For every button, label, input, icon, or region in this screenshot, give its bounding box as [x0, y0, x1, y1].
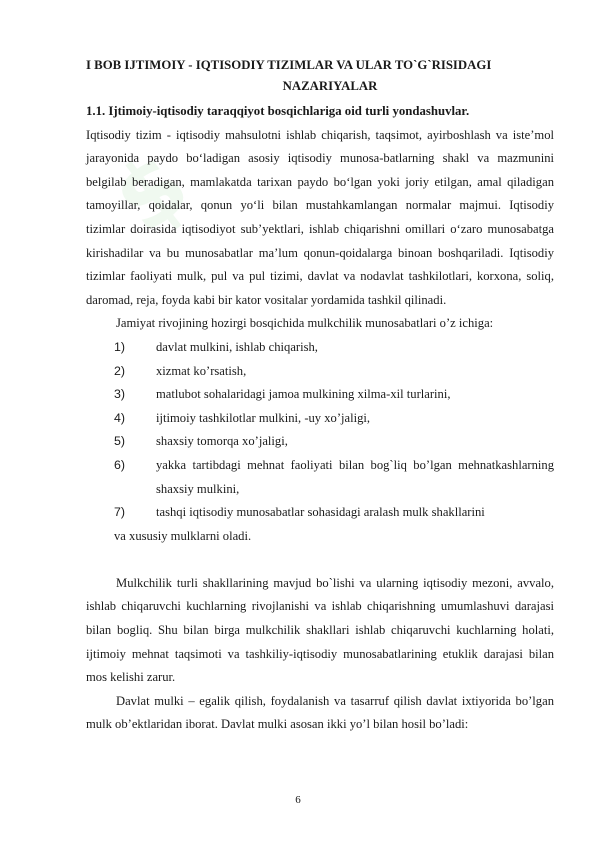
- list-item-text: matlubot sohalaridagi jamoa mulkining xilma-xil turlarini,: [156, 387, 451, 402]
- chapter-title-line1: I BOB IJTIMOIY - IQTISODIY TIZIMLAR VA ULAR TO`G`RISIDAGI: [86, 58, 492, 72]
- list-intro: Jamiyat rivojining hozirgi bosqichida mulkchilik munosabatlari o’z ichiga:: [116, 316, 494, 331]
- list-item-number: 2): [114, 363, 126, 378]
- list-item-number: 7): [114, 505, 126, 520]
- list-item: [86, 454, 554, 501]
- list-item-number: 5): [114, 434, 126, 449]
- list-item: [86, 360, 554, 384]
- list-item-number: 6): [114, 457, 126, 472]
- list-item-text: ijtimoiy tashkilotlar mulkini, -uy xo’jaligi,: [156, 410, 371, 425]
- chapter-title-line2: NAZARIYALAR: [282, 79, 378, 93]
- list-item: [86, 501, 554, 525]
- list-item: [86, 407, 554, 431]
- paragraph-3: Davlat mulki – egalik qilish, foydalanish va tasarruf qilish davlat ixtiyorida bo’lgan mulk ob’ektlaridan iborat. Davlat mulki asosan ikki yo’l bilan hosil bo’ladi:: [86, 693, 554, 732]
- list-item: [86, 430, 554, 454]
- watermark-logo: $: [94, 131, 211, 254]
- paragraph-1: Iqtisodiy tizim - iqtisodiy mahsulotni ishlab chiqarish, taqsimot, ayirboshlash va iste’mol jarayonida paydo bo‘ladigan asosiy iqtisodiy munosa-batlarning shakl va mazmunini belgilab beradigan, mamlakatda tarixan paydo bo‘lgan yoki joriy etilgan, amal qiladigan tamoyillar, qoidalar, qonun yo‘li bilan mustahkamlangan normalar majmui. Iqtisodiy tizimlar doirasida iqtisodiyot sub’yektlari, ishlab chiqarishni omillari o‘zaro munosabatga kirishadilar va bu munosabatlar ma’lum qonun-qoidalarga binoan boshqariladi. Iqtisodiy tizimlar faoliyati mulk, pul va pul tizimi, davlat va nodavlat tashkilotlari, korxona, soliq, daromad, reja, foyda kabi bir kator vositalar yordamida tashkil qilinadi.: [86, 127, 554, 307]
- list-item-text: shaxsiy tomorqa xo’jaligi,: [156, 434, 288, 449]
- list-item-text: yakka tartibdagi mehnat faoliyati bilan bog`liq bo’lgan mehnatkashlarning shaxsiy mulkini,: [156, 457, 554, 496]
- list-item-text: xizmat ko’rsatish,: [156, 363, 247, 378]
- page-number: 6: [295, 794, 301, 806]
- page-content: [86, 55, 554, 737]
- list-item-text: davlat mulkini, ishlab chiqarish,: [156, 339, 318, 354]
- list-item: [86, 383, 554, 407]
- list-tail: va xususiy mulklarni oladi.: [114, 528, 252, 543]
- section-title: 1.1. Ijtimoiy-iqtisodiy taraqqiyot bosqichlariga oid turli yondashuvlar.: [86, 104, 470, 118]
- list-item-number: 1): [114, 339, 126, 354]
- ownership-list: [86, 336, 554, 525]
- chapter-title: [86, 55, 554, 97]
- paragraph-2: Mulkchilik turli shakllarining mavjud bo`lishi va ularning iqtisodiy mezoni, avvalo, ishlab chiqaruvchi kuchlarning rivojlanishi va ishlab chiqarishning umumlashuvi darajasi bilan bogliq. Shu bilan birga mulkchilik shakllari ishlab chiqaruvchi kuchlarning holati, ijtimoiy mehnat taqsimoti va tashkiliy-iqtisodiy munosabatlarining etuklik darajasi bilan mos kelishi zarur.: [86, 575, 554, 685]
- list-item-number: 3): [114, 387, 126, 402]
- list-item: [86, 336, 554, 360]
- list-item-number: 4): [114, 410, 126, 425]
- blank-line: [86, 548, 554, 572]
- list-item-text: tashqi iqtisodiy munosabatlar sohasidagi aralash mulk shakllarini: [156, 505, 485, 520]
